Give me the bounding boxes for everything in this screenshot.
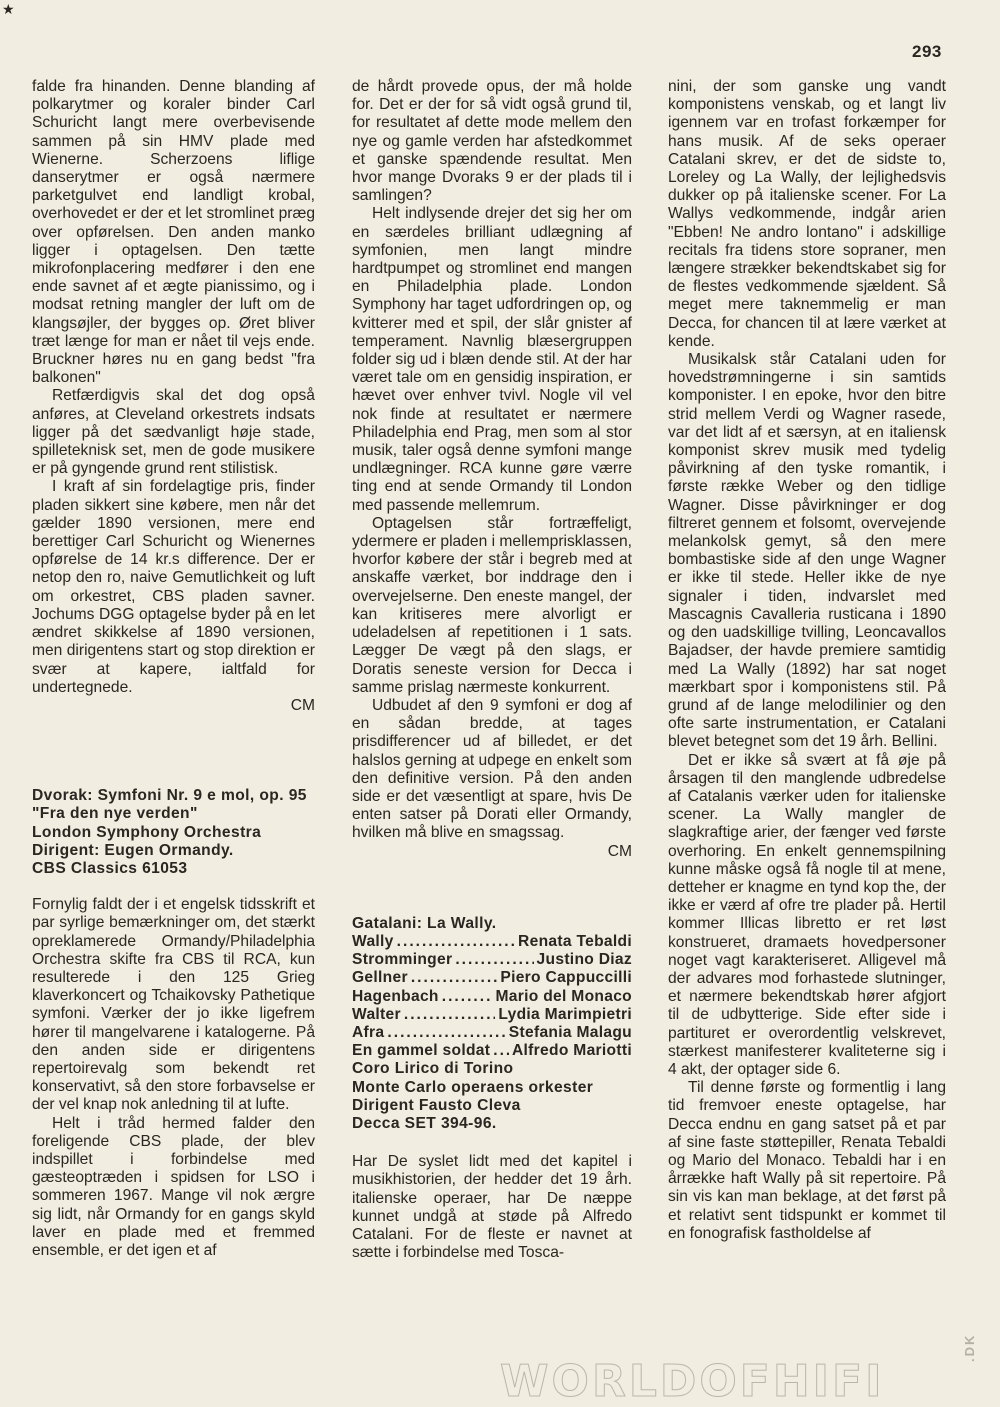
body-paragraph: Udbudet af den 9 symfoni er dog af en sådan bredde, at tages prisdifferencer ud af billedet, er det halslos gerning at udpege en enkelt som den definitive version. På den anden side er det væsentligt at spare, hvis De enten satser på Dorati eller Ormandy, hvilken må blive en smagssag. [352, 696, 633, 842]
cast-role: Afra [352, 1023, 385, 1041]
watermark-tld: .DK [962, 1333, 977, 1362]
cast-row [352, 1024, 632, 1042]
credit-line: Monte Carlo operaens orkester [352, 1078, 594, 1096]
watermark-logo: WORLDOFHIFI [500, 1356, 885, 1407]
cast-role: Gellner [352, 969, 408, 987]
cast-row [352, 1042, 632, 1060]
cast-row [352, 951, 632, 969]
dot-leader [493, 1042, 509, 1060]
author-signature: CM [290, 696, 315, 714]
body-paragraph: Musikalsk står Catalani uden for hovedstrømningerne i sin samtids komponister. I en epoke, hvor den bitre strid mellem Verdi og Wagner rasede, var det lidt af et særsyn, at en italiensk komponist skrev musik med tydelig påvirkning af den tyske romantik, i første række Weber og den tidlige Wagner. Disse påvirkninger er dog filtreret gennem et folsomt, overvejende melankolsk gemyt, så den mere bombastiske side af den unge Wagner er ikke til stede. Heller ikke de nye signaler i tiden, indvarslet med Mascagnis Cavalleria rusticana i 1890 og den uadskillige tvilling, Leoncavallos Bajadser, der havde premiere samtidig med La Wally (1892) har sat noget mærkbart spor i komponistens stil. På grund af de lange melodilinier og den ofte sarte instrumentation, er Catalani blevet betegnet som det 19 årh. Bellini. [668, 351, 946, 751]
dot-leader [387, 1024, 505, 1042]
dot-leader [397, 933, 515, 951]
cast-singer: Renata Tebaldi [518, 932, 632, 950]
dot-leader [442, 988, 493, 1006]
cast-singer: Mario del Monaco [495, 987, 632, 1005]
body-paragraph: de hårdt provede opus, der må holde for. Det er der for så vidt også grund til, for resultatet af dette mode mellem den nye og gamle verden har afstedkommet et ganske spændende resultat. Men hvor mange Dvoraks 9 er der plads til i samlingen? [352, 78, 632, 205]
cast-singer: Stefania Malagu [508, 1023, 632, 1041]
body-paragraph: falde fra hinanden. Denne blanding af polkarytmer og koraler binder Carl Schuricht langt mere overbevisende sammen på sin HMV plade med Wienerne. Scherzoens liflige danserytmer er også nærmere parketgulvet end landligt krobal, overhovedet er der et let stromlinet præg over opførelsen. Den anden manko ligger i optagelsen. Den tætte mikrofonplacering medfører i den ene ende savnet af et ægte pianissimo, og i modsat retning mangler der luft om de klangsøjler, der bygges op. Øret bliver træt længe for man er nået til vejs ende. Bruckner høres nu en gang bedst "fra balkonen" [32, 78, 315, 387]
dot-leader [455, 951, 533, 969]
cast-row [352, 1006, 632, 1024]
cast-singer: Piero Cappuccilli [500, 969, 632, 987]
dot-leader [411, 969, 498, 987]
cast-row [352, 969, 632, 987]
author-signature: CM [607, 842, 632, 860]
corner-star-mark: ★ [2, 1, 15, 17]
cast-role: En gammel soldat [352, 1042, 491, 1060]
review-heading-dvorak [32, 787, 315, 878]
column-3 [668, 78, 946, 1243]
body-paragraph: Retfærdigvis skal det dog opså anføres, at Cleveland orkestrets indsats ligger på det sædvanligt høje stade, spilleteknisk set, men de gode musikere er på gyngende grund rent stilistisk. [32, 387, 315, 478]
cast-role: Wally [352, 932, 394, 950]
review-heading-line: London Symphony Orchestra [32, 823, 262, 841]
body-paragraph: Helt indlysende drejer det sig her om en særdeles brilliant udlægning af symfonien, men langt mindre hardtpumpet og stromlinet end mangen en Philadelphia plade. London Symphony har taget udfordringen op, og kvitterer med et spil, der slår gnister af temperament. Navnlig blæsergruppen folder sig ud i blæn dende stil. At der har været tale om en gensidig inspiration, er hævet over enhver tvivl. Nogle vil vel nok finde at resultatet er nærmere Philadelphia end Prag, men som al stor musik, taler også denne symfoni mange undlægninger. RCA kunne gøre værre ting end at sende Ormandy til London med passende mellemrum. [352, 205, 632, 514]
review-heading-line: CBS Classics 61053 [32, 859, 188, 877]
credit-line: Dirigent Fausto Cleva [352, 1096, 521, 1114]
review-heading-la-wally [352, 915, 632, 1133]
cast-role: Stromminger [352, 951, 453, 969]
cast-row [352, 933, 632, 951]
body-paragraph: Har De syslet lidt med det kapitel i musikhistorien, der hedder det 19 årh. italienske operaer, har De næppe kunnet undgå at støde på Alfredo Catalani. For de fleste er navnet at sætte i forbindelse med Tosca- [352, 1153, 632, 1262]
body-paragraph: I kraft af sin fordelagtige pris, finder pladen sikkert sine købere, men når det gælder 1890 versionen, mere end berettiger Carl Schuricht og Wienernes opførelse de 14 kr.s difference. Der er netop den ro, naive Gemutlichkeit og luft om orkestret, CBS pladen savner. Jochums DGG optagelse byder på en let ændret skikkelse af 1890 versionen, men dirigentens start og stop direktion er svær at kapere, ialtfald for undertegnede. [32, 478, 315, 696]
body-paragraph: Til denne første og formentlig i lang tid fremvoer eneste optagelse, har Decca endnu en gang satset på et par af sine faste støttepiller, Renata Tebaldi og Mario del Monaco. Tebaldi har i en årrække haft Wally på sit repertoire. På sin vis kan man beklage, at det først på et relativt sent tidspunkt er kommet til en fonografisk fastholdelse af [668, 1079, 946, 1242]
cast-row [352, 988, 632, 1006]
credit-line: Coro Lirico di Torino [352, 1060, 514, 1078]
body-paragraph: Fornylig faldt der i et engelsk tidsskrift et par syrlige bemærkninger om, det stærkt opreklamerede Ormandy/Philadelphia Orchestra skifte fra CBS til RCA, kun resulterede i den 125 Grieg klaverkoncert og Tchaikovsky Pathetique symfoni. Værker der jo ikke ligefrem hører til mangelvarene i katalogerne. På den anden side er dirigentens repertoirevalg som bekendt ret konservativt, så den store forbavselse er der vel knap nok anledning til at lufte. [32, 896, 315, 1114]
cast-list [352, 933, 632, 1060]
body-paragraph: Optagelsen står fortræffeligt, ydermere er pladen i mellemprisklassen, hvorfor købere der står i begreb med at anskaffe værket, bor inddrage den i overvejelserne. Den eneste mangel, der kan kritiseres mere alvorligt er udeladelsen af repetitionen i 1 sats. Lægger De vægt på den slags, er Doratis seneste version for Decca i samme prislag nærmeste konkurrent. [352, 514, 632, 696]
body-paragraph: Helt i tråd hermed falder den foreligende CBS plade, der blev indspillet i forbindelse med gæsteoptræden i spidsen for LSO i sommeren 1967. Mange vil nok ærgre sig lidt, når Ormandy for en gangs skyld laver en plade med et fremmed ensemble, er det igen et af [32, 1114, 315, 1259]
cast-role: Hagenbach [352, 987, 439, 1005]
cast-singer: Justino Diaz [536, 951, 632, 969]
credit-line: Decca SET 394-96. [352, 1114, 497, 1132]
column-2 [352, 78, 632, 1262]
body-paragraph: Det er ikke så svært at få øje på årsagen til den manglende udbredelse af Catalanis værker uden for italienske scener. La Wally mangler de slagkraftige arier, der fænger ved første overhoring. En enkelt gennemspilning kunne måske også få nogle til at mene, detteher er knagme en tynd kop the, der ikke er værd af ofre tre plader på. Hertil kommer Illicas libretto er ret løst konstrueret, dramaets hovedpersoner noget vagt karakteriseret. Alligevel må der advares mod forhastede slutninger, et nærmere bekendtskab hører afgjort til de udbytterige. Side efter side i partituret er overordentlig velskrevet, stærkest manifesterer kvaliteterne sig i 4 akt, der optager side 6. [668, 751, 946, 1078]
page-number: 293 [912, 42, 942, 61]
cast-singer: Lydia Marimpietri [498, 1005, 632, 1023]
cast-singer: Alfredo Mariotti [511, 1042, 632, 1060]
dot-leader [404, 1006, 495, 1024]
cast-role: Walter [352, 1005, 401, 1023]
work-title: Gatalani: La Wally. [352, 914, 497, 932]
body-paragraph: nini, der som ganske ung vandt komponistens venskab, og et langt liv igennem var en trofast forkæmper for hans musik. Af de seks operaer Catalani skrev, er det de sidste to, Loreley og La Wally, der lejlighedsvis dukker op på italienske scener. For La Wallys vedkommende, indgår arien "Ebben! Ne andro lontano" i adskillige recitals fra tidens store sopraner, men længere strækker bekendtskabet sig for de flestes vedkommende sjældent. Så meget mere taknemmelig er man Decca, for chancen til at lære værket at kende. [668, 78, 946, 350]
review-heading-line: Dirigent: Eugen Ormandy. [32, 841, 234, 859]
column-1 [32, 78, 315, 1260]
review-heading-line: Dvorak: Symfoni Nr. 9 e mol, op. 95 "Fra den nye verden" [32, 787, 307, 823]
